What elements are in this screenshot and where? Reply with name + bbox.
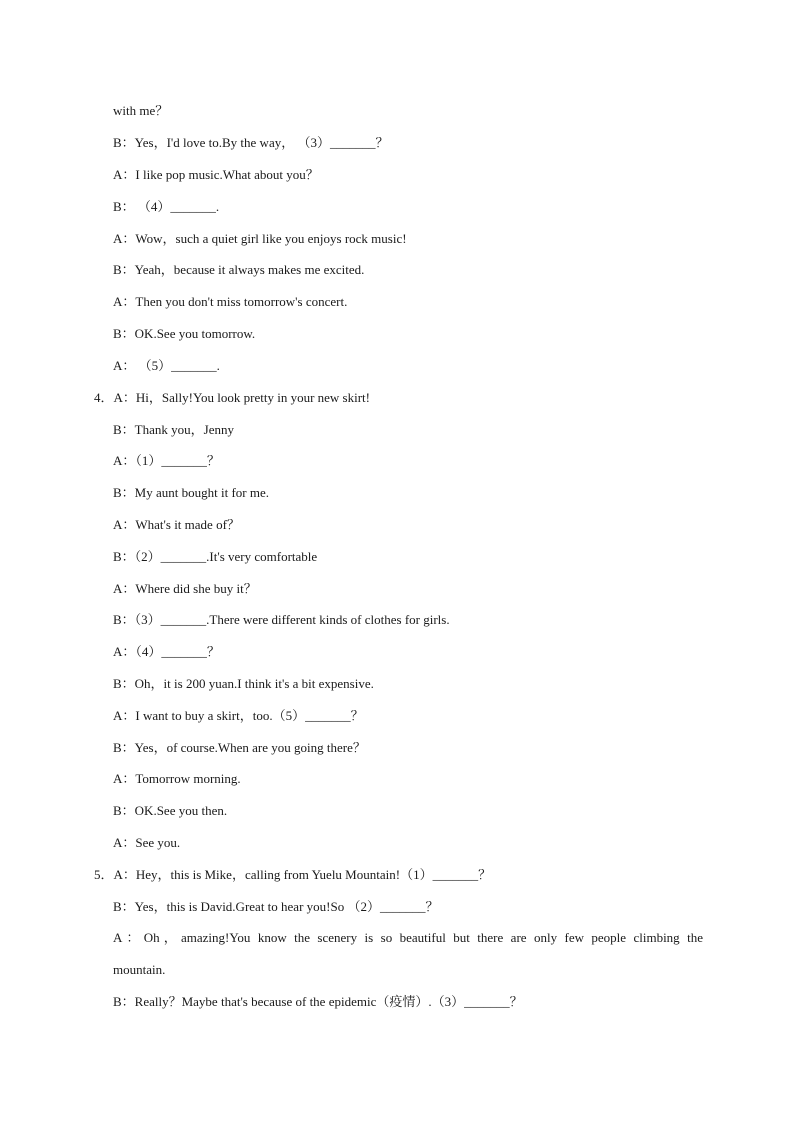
question-line: 5．A：Hey，this is Mike，calling from Yuelu Mountain!（1）_______？ — [94, 867, 492, 882]
dialogue-line: B：Thank you，Jenny — [113, 422, 234, 437]
dialogue-line: B：（3）_______.There were different kinds of clothes for girls. — [113, 612, 450, 627]
dialogue-line: A：I want to buy a skirt，too.（5）_______？ — [113, 708, 364, 723]
dialogue-line: B：Yes，this is David.Great to hear you!So （2）_______？ — [113, 899, 439, 914]
dialogue-line: A：（4）_______？ — [113, 644, 220, 659]
dialogue-line: A：Wow，such a quiet girl like you enjoys rock music! — [113, 231, 407, 246]
dialogue-line: B：My aunt bought it for me. — [113, 485, 269, 500]
dialogue-line: A：Then you don't miss tomorrow's concert. — [113, 294, 348, 309]
dialogue-line: A：Tomorrow morning. — [113, 771, 241, 786]
dialogue-line: A： （5）_______. — [113, 358, 220, 373]
dialogue-line: B：OK.See you then. — [113, 803, 228, 818]
dialogue-line: A：See you. — [113, 835, 181, 850]
dialogue-line: A：Oh，amazing!You know the scenery is so beautiful but there are only few people climbing the — [113, 930, 703, 945]
dialogue-line: A：I like pop music.What about you？ — [113, 167, 319, 182]
dialogue-line: B：（2）_______.It's very comfortable — [113, 549, 318, 564]
question-line: 4．A：Hi，Sally!You look pretty in your new skirt! — [94, 390, 371, 405]
dialogue-line: B：Yes，I'd love to.By the way， （3）_______？ — [113, 135, 389, 150]
dialogue-line: B：Yes，of course.When are you going there？ — [113, 740, 366, 755]
dialogue-line: B：Oh，it is 200 yuan.I think it's a bit expensive. — [113, 676, 374, 691]
dialogue-line: A：（1）_______？ — [113, 453, 220, 468]
dialogue-line: B：Yeah，because it always makes me excited. — [113, 262, 365, 277]
dialogue-line: A：Where did she buy it？ — [113, 581, 257, 596]
dialogue-line: B：Really？Maybe that's because of the epidemic（疫情）.（3）_______？ — [113, 994, 523, 1009]
dialogue-line: A：What's it made of？ — [113, 517, 240, 532]
dialogue-line: with me？ — [113, 103, 169, 118]
dialogue-line: B：OK.See you tomorrow. — [113, 326, 256, 341]
dialogue-line: B： （4）_______. — [113, 199, 220, 214]
dialogue-line: mountain. — [113, 962, 166, 977]
